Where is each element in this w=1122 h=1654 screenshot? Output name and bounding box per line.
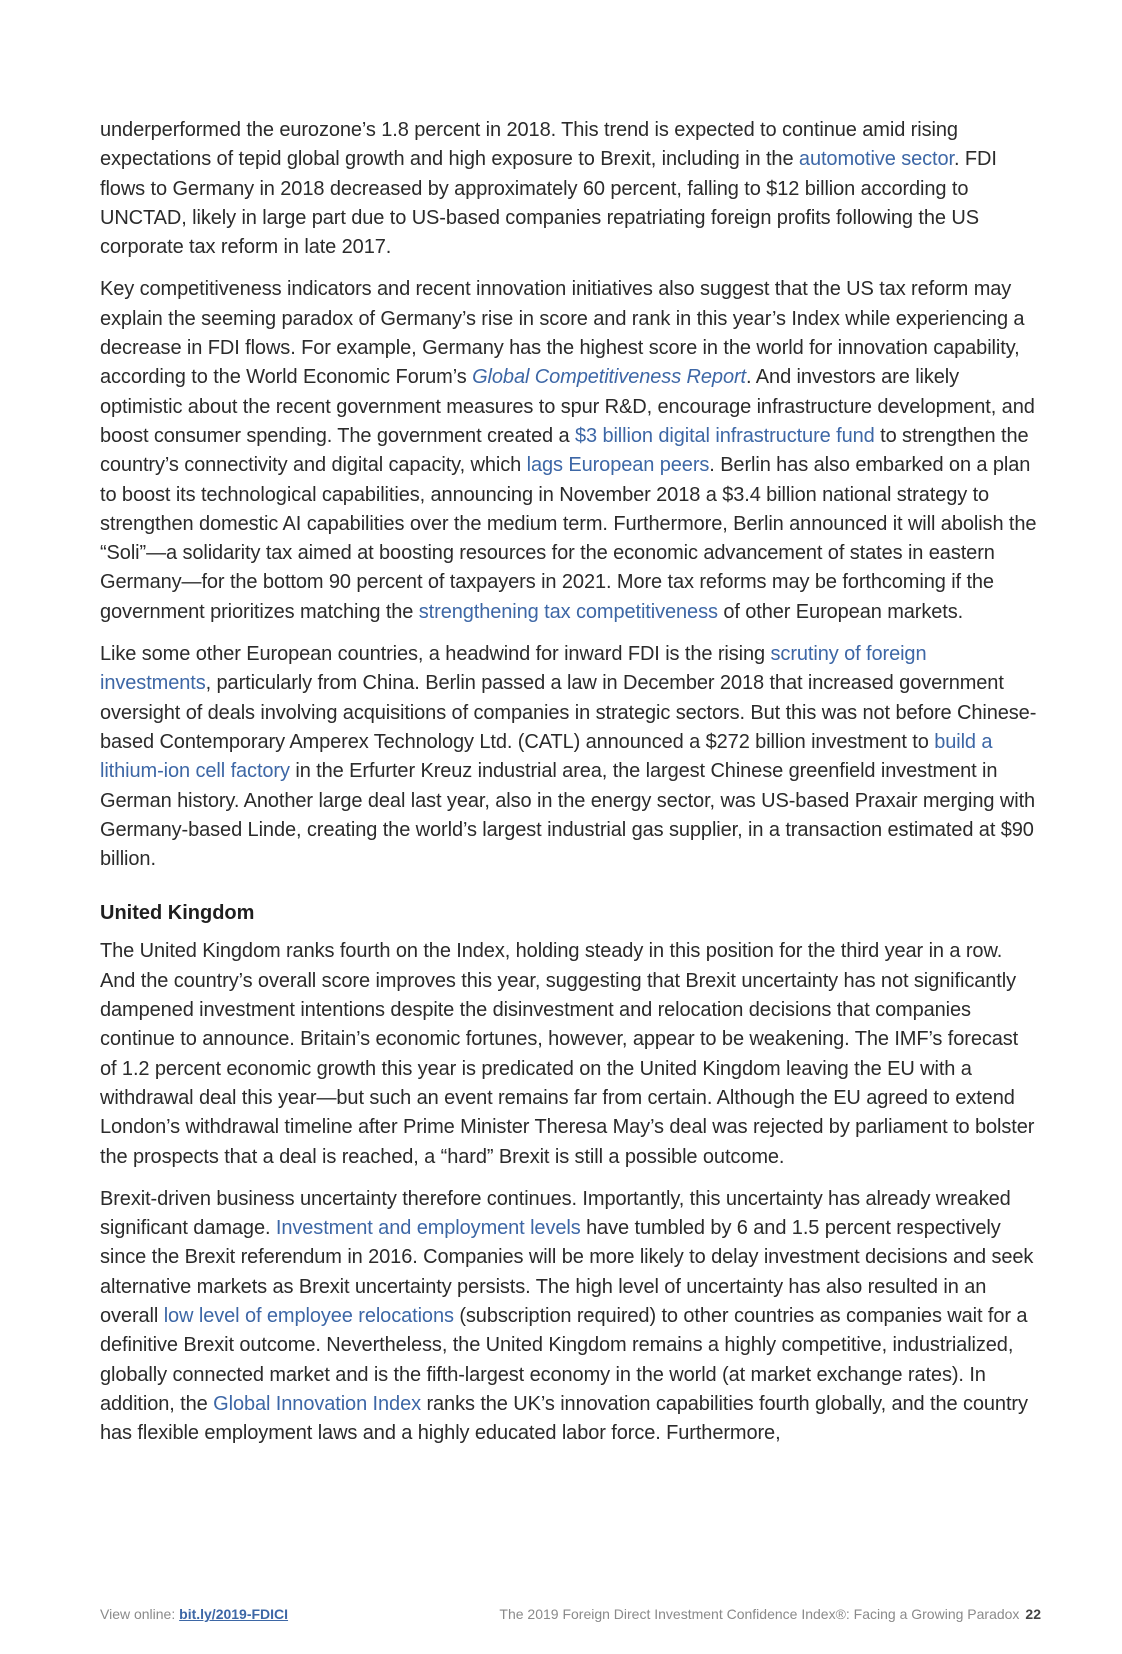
footer-url-link[interactable]: bit.ly/2019-FDICI bbox=[179, 1606, 289, 1622]
link-digital-infrastructure-fund[interactable]: $3 billion digital infrastructure fund bbox=[574, 424, 875, 447]
paragraph-germany-growth: underperformed the eurozone’s 1.8 percent in 2018. This trend is expected to continue amid rising expectations of tepid global growth and high exposure to Brexit, including in the automotive sector. FDI flows to Germany in 2018 decreased by approximately 60 percent, falling to $12 billion according to UNCTAD, likely in large part due to US-based companies repatriating foreign profits following the US corporate tax reform in late 2017. bbox=[100, 119, 997, 259]
link-lithium-ion-cell-factory[interactable]: build a lithium-ion cell factory bbox=[100, 730, 993, 783]
link-automotive-sector[interactable]: automotive sector bbox=[798, 148, 954, 171]
page-content bbox=[100, 116, 1040, 1461]
link-investment-employment-levels[interactable]: Investment and employment levels bbox=[275, 1217, 581, 1240]
link-lags-european-peers[interactable]: lags European peers bbox=[526, 454, 710, 477]
link-strengthening-tax-competitiveness[interactable]: strengthening tax competitiveness bbox=[418, 600, 718, 623]
link-global-competitiveness-report[interactable]: Global Competitiveness Report bbox=[472, 366, 746, 389]
section-heading-united-kingdom: United Kingdom bbox=[100, 902, 255, 925]
page-number: 22 bbox=[1025, 1606, 1041, 1622]
link-employee-relocations[interactable]: low level of employee relocations bbox=[163, 1304, 454, 1327]
paragraph-germany-fdi-scrutiny: Like some other European countries, a headwind for inward FDI is the rising scrutiny of foreign investments, particularly from China. Berlin passed a law in December 2018 that increased government oversight of deals involving acquisitions of companies in strategic sectors. But this was not before Chinese-based Contemporary Amperex Technology Ltd. (CATL) announced a $272 billion investment to build a lithium-ion cell factory in the Erfurter Kreuz industrial area, the largest Chinese greenfield investment in German history. Another large deal last year, also in the energy sector, was US-based Praxair merging with Germany-based Linde, creating the world’s largest industrial gas supplier, in a transaction estimated at $90 billion. bbox=[100, 643, 1037, 871]
paragraph-germany-competitiveness: Key competitiveness indicators and recent innovation initiatives also suggest that the US tax reform may explain the seeming paradox of Germany’s rise in score and rank in this year’s Index while experiencing a decrease in FDI flows. For example, Germany has the highest score in the world for innovation capability, according to the World Economic Forum’s Global Competitiveness Report. And investors are likely optimistic about the recent government measures to spur R&D, encourage infrastructure development, and boost consumer spending. The government created a $3 billion digital infrastructure fund to strengthen the country’s connectivity and digital capacity, which lags European peers. Berlin has also embarked on a plan to boost its technological capabilities, announcing in November 2018 a $3.4 billion national strategy to strengthen domestic AI capabilities over the medium term. Furthermore, Berlin announced it will abolish the “Soli”—a solidarity tax aimed at boosting resources for the economic advancement of states in eastern Germany—for the bottom 90 percent of taxpayers in 2021. More tax reforms may be forthcoming if the government prioritizes matching the strengthening tax competitiveness of other European markets. bbox=[100, 278, 1037, 623]
paragraph-uk-ranking: The United Kingdom ranks fourth on the Index, holding steady in this position for the third year in a row. And the country’s overall score improves this year, suggesting that Brexit uncertainty has not significantly dampened investment intentions despite the disinvestment and relocation decisions that companies continue to announce. Britain’s economic fortunes, however, appear to be weakening. The IMF’s forecast of 1.2 percent economic growth this year is predicated on the United Kingdom leaving the EU with a withdrawal deal this year—but such an event remains far from certain. Although the EU agreed to extend London’s withdrawal timeline after Prime Minister Theresa May’s deal was rejected by parliament to bolster the prospects that a deal is reached, a “hard” Brexit is still a possible outcome. bbox=[100, 940, 1035, 1168]
link-scrutiny-foreign-investments[interactable]: scrutiny of foreign investments bbox=[100, 643, 927, 695]
footer-view-online: View online: bit.ly/2019-FDICI bbox=[100, 1606, 289, 1622]
footer-document-title: The 2019 Foreign Direct Investment Confidence Index®: Facing a Growing Paradox 22 bbox=[499, 1606, 1041, 1622]
link-global-innovation-index[interactable]: Global Innovation Index bbox=[213, 1392, 421, 1415]
paragraph-uk-brexit-uncertainty: Brexit-driven business uncertainty therefore continues. Importantly, this uncertainty has already wreaked significant damage. Investment and employment levels have tumbled by 6 and 1.5 percent respectively since the Brexit referendum in 2016. Companies will be more likely to delay investment decisions and seek alternative markets as Brexit uncertainty persists. The high level of uncertainty has also resulted in an overall low level of employee relocations (subscription required) to other countries as companies wait for a definitive Brexit outcome. Nevertheless, the United Kingdom remains a highly competitive, industrialized, globally connected market and is the fifth-largest economy in the world (at market exchange rates). In addition, the Global Innovation Index ranks the UK’s innovation capabilities fourth globally, and the country has flexible employment laws and a highly educated labor force. Furthermore, bbox=[100, 1187, 1034, 1445]
page-footer bbox=[100, 1606, 1041, 1622]
